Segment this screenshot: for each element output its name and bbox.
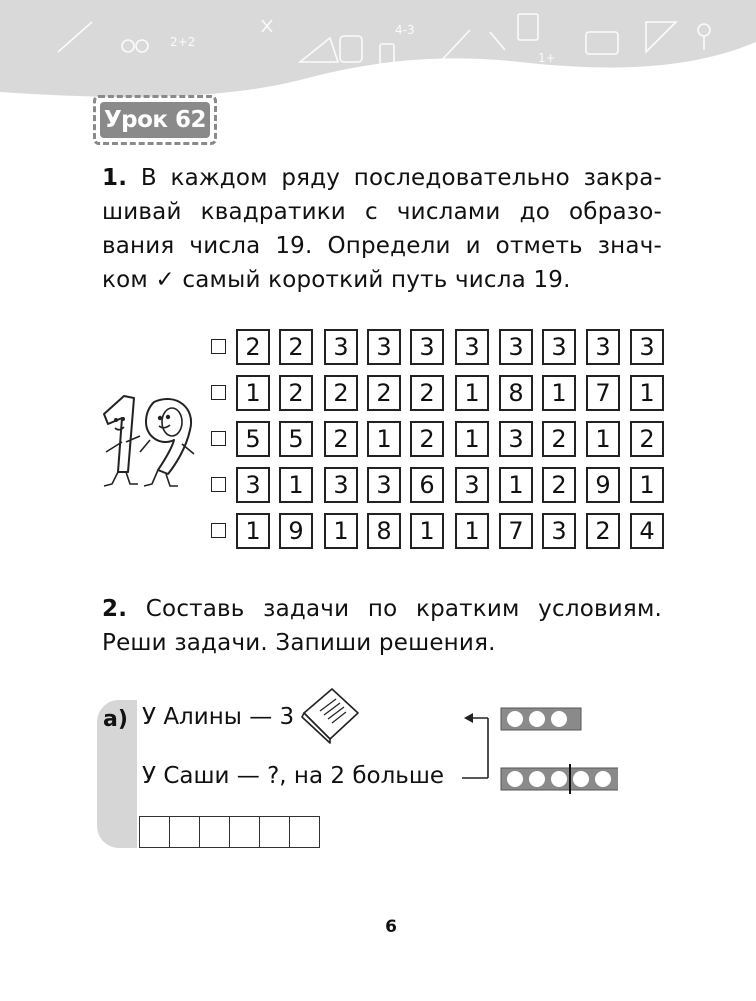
- number-cell[interactable]: 2: [279, 329, 313, 365]
- number-cell[interactable]: 5: [279, 421, 313, 457]
- lesson-badge: [93, 95, 217, 145]
- answer-cell[interactable]: [229, 816, 260, 848]
- task1-line-3: вания числа 19. Определи и отметь знач-: [102, 233, 662, 259]
- scheme-circle: [529, 711, 545, 727]
- grid-row: [211, 513, 671, 549]
- scheme-circle: [551, 711, 567, 727]
- grid-row: [211, 467, 671, 503]
- number-cell[interactable]: 3: [499, 329, 533, 365]
- number-cell[interactable]: 2: [586, 513, 620, 549]
- number-cell[interactable]: 3: [499, 421, 533, 457]
- number-cell[interactable]: 2: [410, 421, 444, 457]
- number-cell[interactable]: 3: [367, 329, 401, 365]
- number-cell[interactable]: 2: [542, 467, 576, 503]
- number-cell[interactable]: 1: [586, 421, 620, 457]
- number-cell[interactable]: 7: [499, 513, 533, 549]
- number-cell[interactable]: 3: [455, 467, 489, 503]
- condition-alina: У Алины — 3: [142, 704, 295, 730]
- number-cell[interactable]: 9: [586, 467, 620, 503]
- number-cell[interactable]: 1: [499, 467, 533, 503]
- number-cell[interactable]: 2: [324, 421, 358, 457]
- number-cell[interactable]: 1: [279, 467, 313, 503]
- number-cell[interactable]: 3: [542, 513, 576, 549]
- svg-text:4-3: 4-3: [395, 23, 415, 37]
- scheme-circle: [551, 771, 567, 787]
- scheme-circle: [507, 711, 523, 727]
- number-cell[interactable]: 3: [630, 329, 664, 365]
- number-cell[interactable]: 1: [410, 513, 444, 549]
- grid-row: [211, 421, 671, 457]
- task1-line-2: шивай квадратики с числами до образо-: [102, 199, 662, 225]
- row-checkbox[interactable]: [211, 339, 226, 354]
- number-cell[interactable]: 8: [499, 375, 533, 411]
- scheme-circle: [573, 771, 589, 787]
- notebook-icon: [298, 683, 362, 745]
- number-cell[interactable]: 3: [236, 467, 270, 503]
- scheme-connector: [460, 706, 496, 786]
- row-checkbox[interactable]: [211, 477, 226, 492]
- scheme-circle: [529, 771, 545, 787]
- task2-line-2: Реши задачи. Запиши решения.: [102, 630, 496, 656]
- number-cell[interactable]: 1: [455, 421, 489, 457]
- number-cell[interactable]: 2: [542, 421, 576, 457]
- number-cell[interactable]: 3: [542, 329, 576, 365]
- task1-line-1: В каждом ряду последовательно закра-: [140, 165, 662, 191]
- task1-number: 1.: [102, 165, 128, 191]
- header-band: [0, 0, 756, 110]
- answer-cell[interactable]: [199, 816, 230, 848]
- answer-cells[interactable]: [140, 816, 320, 848]
- answer-cell[interactable]: [259, 816, 290, 848]
- task2-text: [102, 592, 662, 660]
- number-cell[interactable]: 2: [630, 421, 664, 457]
- number-cell[interactable]: 1: [630, 375, 664, 411]
- answer-cell[interactable]: [289, 816, 320, 848]
- task2-line-1: Составь задачи по кратким условиям.: [145, 596, 663, 622]
- part-a-marker: [97, 700, 137, 848]
- task2-number: 2.: [102, 596, 128, 622]
- number-19-mascot-icon: [96, 392, 200, 492]
- number-cell[interactable]: 5: [236, 421, 270, 457]
- svg-text:2+2: 2+2: [170, 35, 196, 49]
- number-cell[interactable]: 2: [324, 375, 358, 411]
- part-a-label: а): [103, 707, 128, 732]
- row-checkbox[interactable]: [211, 431, 226, 446]
- task1-text: [102, 161, 662, 297]
- number-cell[interactable]: 2: [367, 375, 401, 411]
- number-cell[interactable]: 1: [236, 375, 270, 411]
- number-cell[interactable]: 2: [279, 375, 313, 411]
- condition-sasha: У Саши — ?, на 2 больше: [142, 763, 445, 789]
- grid-row: [211, 375, 671, 411]
- number-cell[interactable]: 3: [455, 329, 489, 365]
- answer-cell[interactable]: [169, 816, 200, 848]
- number-cell[interactable]: 7: [586, 375, 620, 411]
- grid-row: [211, 329, 671, 365]
- lesson-label: Урок 62: [100, 102, 210, 138]
- number-cell[interactable]: 1: [236, 513, 270, 549]
- number-cell[interactable]: 1: [630, 467, 664, 503]
- number-cell[interactable]: 9: [279, 513, 313, 549]
- answer-cell[interactable]: [139, 816, 170, 848]
- scheme-circle: [595, 771, 611, 787]
- number-cell[interactable]: 2: [236, 329, 270, 365]
- task1-line-4: ком ✓ самый короткий путь числа 19.: [102, 267, 571, 293]
- number-cell[interactable]: 1: [324, 513, 358, 549]
- number-cell[interactable]: 1: [367, 421, 401, 457]
- number-cell[interactable]: 1: [455, 375, 489, 411]
- number-cell[interactable]: 3: [586, 329, 620, 365]
- number-cell[interactable]: 8: [367, 513, 401, 549]
- number-cell[interactable]: 1: [455, 513, 489, 549]
- arrow-left-icon: [464, 713, 473, 723]
- number-cell[interactable]: 6: [410, 467, 444, 503]
- number-cell[interactable]: 2: [410, 375, 444, 411]
- page-number: 6: [385, 917, 397, 937]
- number-cell[interactable]: 3: [410, 329, 444, 365]
- number-cell[interactable]: 3: [324, 467, 358, 503]
- scheme-circle: [507, 771, 523, 787]
- svg-text:1+: 1+: [538, 51, 556, 65]
- number-cell[interactable]: 3: [324, 329, 358, 365]
- number-cell[interactable]: 4: [630, 513, 664, 549]
- number-cell[interactable]: 1: [542, 375, 576, 411]
- number-cell[interactable]: 3: [367, 467, 401, 503]
- row-checkbox[interactable]: [211, 523, 226, 538]
- row-checkbox[interactable]: [211, 385, 226, 400]
- scheme-diagram: [498, 700, 618, 800]
